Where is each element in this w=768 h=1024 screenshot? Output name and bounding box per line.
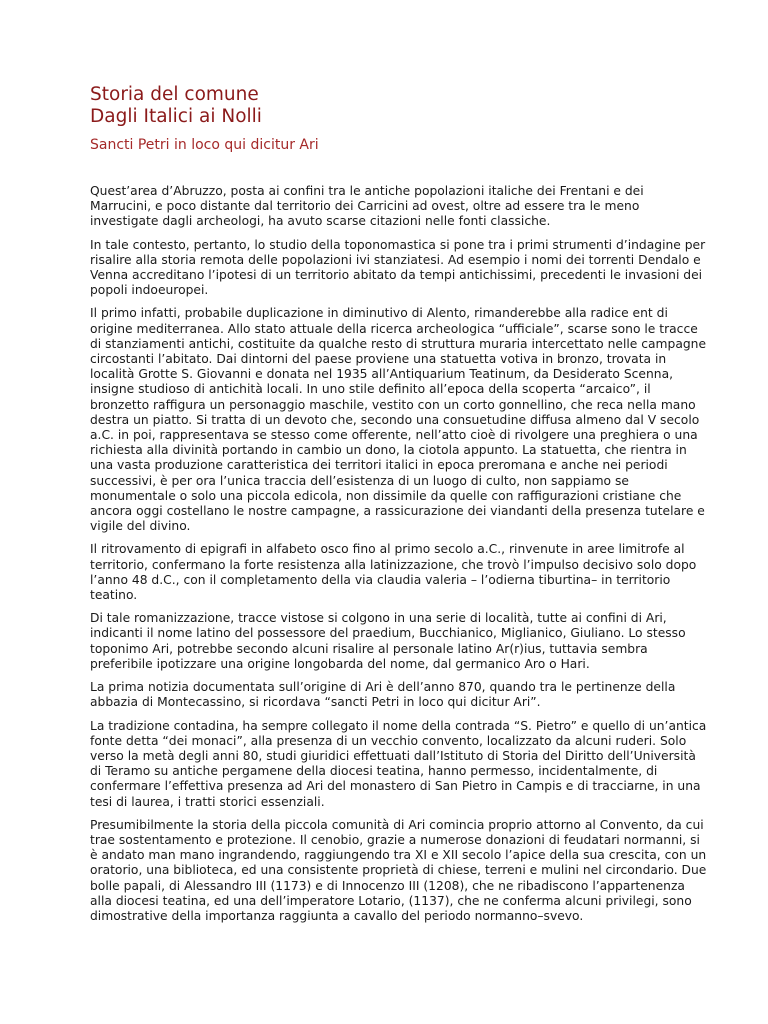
paragraph: La tradizione contadina, ha sempre collegato il nome della contrada “S. Pietro” e quello di un’antica fonte detta “dei monaci”, alla presenza di un vecchio convento, localizzato da alcuni ruderi. Solo verso la metà degli anni 80, studi giuridici effettuati dall’Istituto di Storia del Diritto dell’Università di Teramo su antiche pergamene della diocesi teatina, hanno permesso, incidentalmente, di confermare l’effettiva presenza ad Ari del monastero di San Pietro in Campis e di tracciarne, in una tesi di laurea, i tratti storici essenziali.	[90, 718, 707, 809]
paragraph: Il ritrovamento di epigrafi in alfabeto osco fino al primo secolo a.C., rinvenute in aree limitrofe al territorio, confermano la forte resistenza alla latinizzazione, che trovò l’impulso decisivo solo dopo l’anno 48 d.C., con il completamento della via claudia valeria – l’odierna tiburtina– in territorio teatino.	[90, 542, 697, 603]
page-title	[90, 84, 708, 128]
paragraph: Il primo infatti, probabile duplicazione in diminutivo di Alento, rimanderebbe alla radice ent di origine mediterranea. Allo stato attuale della ricerca archeologica “ufficiale”, scarse sono le tracce di stanziamenti antichi, costituite da qualche resto di struttura muraria intercettato nelle campagne circostanti l’abitato. Dai dintorni del paese proviene una statuetta votiva in bronzo, trovata in località Grotte S. Giovanni e donata nel 1935 all’Antiquarium Teatinum, da Desiderato Scenna, insigne studioso di antichità locali. In uno stile definito all’epoca della scoperta “arcaico”, il bronzetto raffigura un personaggio maschile, vestito con un corto gonnellino, che reca nella mano destra un piatto. Si tratta di un devoto che, secondo una consuetudine diffusa almeno dal V secolo a.C. in poi, rappresentava se stesso come offerente, nell’atto cioè di rivolgere una preghiera o una richiesta alla divinità portando in cambio un dono, la ciotola appunto. La statuetta, che rientra in una vasta produzione caratteristica dei territori italici in epoca preromana e anche nei periodi successivi, è per ora l’unica traccia dell’esistenza di un luogo di culto, non sappiamo se monumentale o solo una piccola edicola, non dissimile da quelle con raffigurazioni cristiane che ancora oggi costellano le nostre campagne, a rassicurazione dei viandanti della presenza tutelare e vigile del divino.	[90, 306, 707, 534]
title-line-1: Storia del comune	[90, 84, 259, 105]
page-subtitle: Sancti Petri in loco qui dicitur Ari	[90, 137, 319, 153]
paragraph: Presumibilmente la storia della piccola comunità di Ari comincia proprio attorno al Convento, da cui trae sostentamento e protezione. Il cenobio, grazie a numerose donazioni di feudatari normanni, si è andato man mano ingrandendo, raggiungendo tra XI e XII secolo l’apice della sua crescita, con un oratorio, una biblioteca, ed una consistente proprietà di chiese, terreni e mulini nel circondario. Due bolle papali, di Alessandro III (1173) e di Innocenzo III (1208), che ne ribadiscono l’appartenenza alla diocesi teatina, ed una dell’imperatore Lotario, (1137), che ne conferma alcuni privilegi, sono dimostrative della importanza raggiunta a cavallo del periodo normanno–svevo.	[90, 817, 707, 923]
paragraph: La prima notizia documentata sull’origine di Ari è dell’anno 870, quando tra le pertinenze della abbazia di Montecassino, si ricordava “sancti Petri in loco qui dicitur Ari”.	[90, 680, 676, 710]
paragraph: Quest’area d’Abruzzo, posta ai confini tra le antiche popolazioni italiche dei Frentani e dei Marrucini, e poco distante dal territorio dei Carricini ad ovest, oltre ad essere tra le meno investigate dagli archeologi, ha avuto scarse citazioni nelle fonti classiche.	[90, 184, 644, 229]
paragraph: Di tale romanizzazione, tracce vistose si colgono in una serie di località, tutte ai confini di Ari, indicanti il nome latino del possessore del praedium, Bucchianico, Miglianico, Giuliano. Lo stesso toponimo Ari, potrebbe secondo alcuni risalire al personale latino Ar(r)ius, tuttavia sembra preferibile ipotizzare una origine longobarda del nome, dal germanico Aro o Hari.	[90, 611, 686, 671]
paragraph: In tale contesto, pertanto, lo studio della toponomastica si pone tra i primi strumenti d’indagine per risalire alla storia remota delle popolazioni ivi stanziatesi. Ad esempio i nomi dei torrenti Dendalo e Venna accreditano l’ipotesi di un territorio abitato da tempi antichissimi, precedenti le invasioni dei popoli indoeuropei.	[90, 237, 706, 298]
title-line-2: Dagli Italici ai Nolli	[90, 106, 262, 127]
document-page	[90, 84, 708, 932]
document-body	[90, 184, 708, 924]
